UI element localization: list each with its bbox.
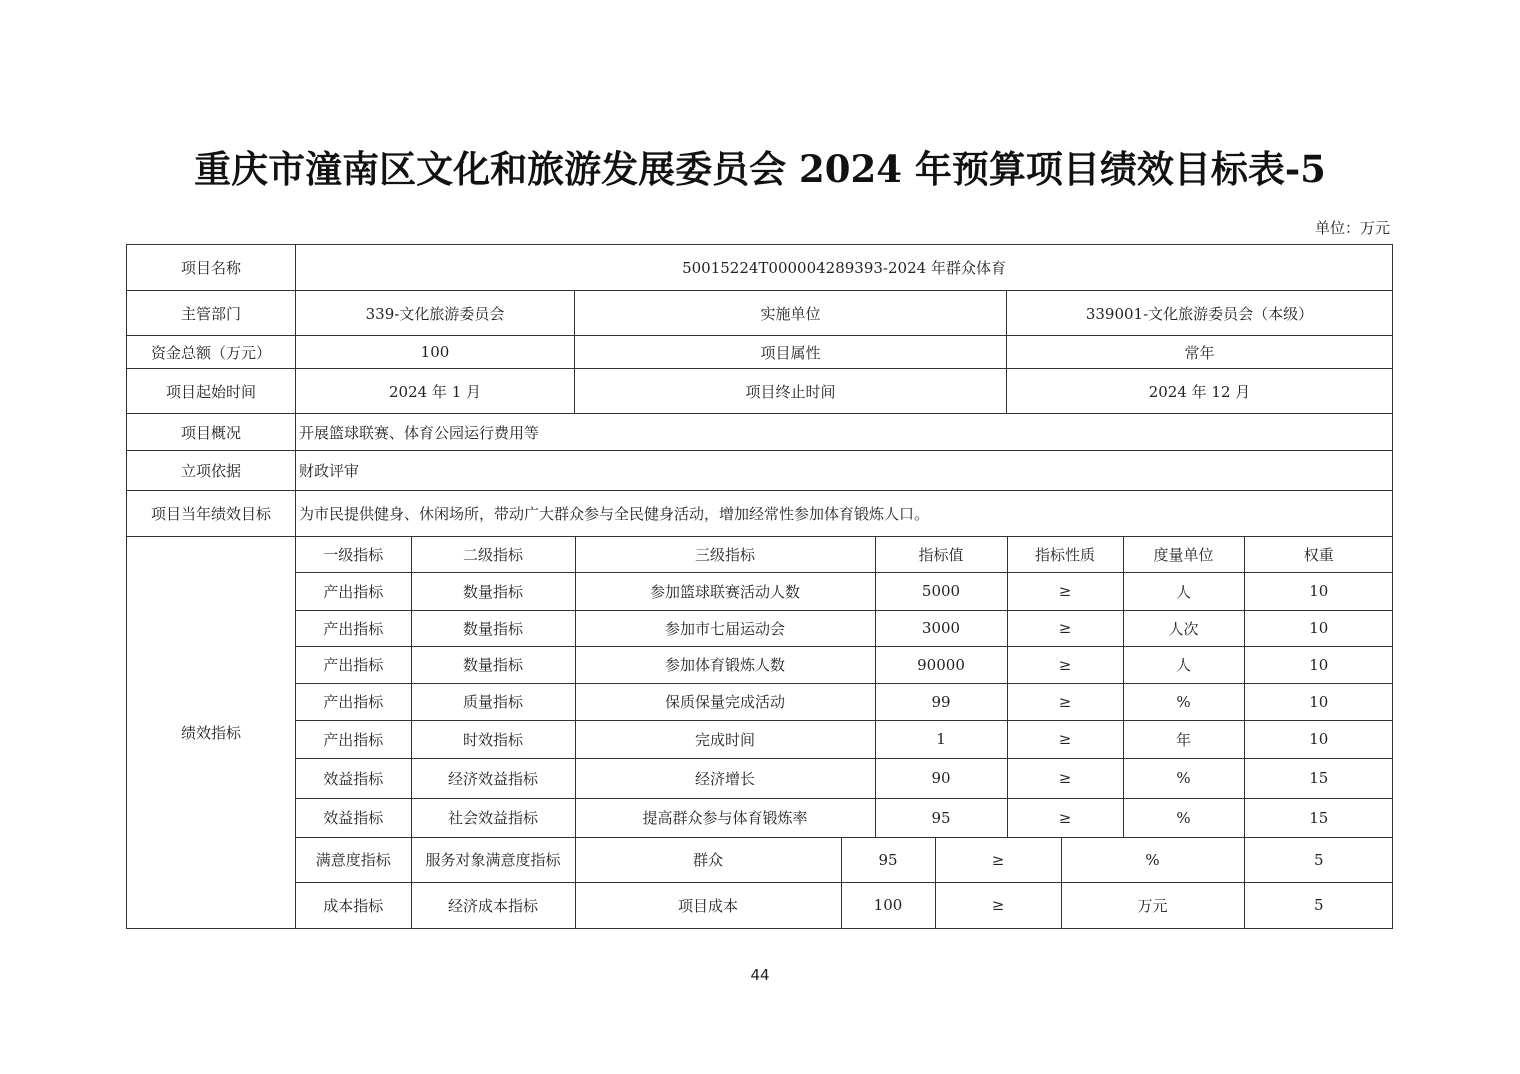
dept-value: 339-文化旅游委员会 xyxy=(296,291,575,336)
row-nature: ≥ xyxy=(1007,758,1123,798)
row-weight: 10 xyxy=(1244,572,1393,610)
row-level1: 产出指标 xyxy=(296,683,411,720)
row-value: 3000 xyxy=(875,610,1007,646)
row-level2: 服务对象满意度指标 xyxy=(411,838,575,883)
goal-value: 为市民提供健身、休闲场所，带动广大群众参与全民健身活动，增加经常性参加体育锻炼人口。 xyxy=(296,491,1393,537)
end-value: 2024 年 12 月 xyxy=(1007,369,1393,414)
performance-table xyxy=(126,244,1393,929)
row-nature: ≥ xyxy=(935,838,1061,883)
project-name-value: 50015224T000004289393-2024 年群众体育 xyxy=(296,245,1393,291)
row-nature: ≥ xyxy=(1007,798,1123,837)
row-weight: 10 xyxy=(1244,610,1393,646)
table-row xyxy=(296,758,1393,798)
page-number: 44 xyxy=(750,966,770,984)
row-weight: 5 xyxy=(1244,838,1393,883)
row-unit: % xyxy=(1061,838,1244,883)
row-weight: 10 xyxy=(1244,646,1393,683)
row-value: 1 xyxy=(875,720,1007,758)
row-level1: 效益指标 xyxy=(296,758,411,798)
table-row xyxy=(296,646,1393,683)
row-level3: 参加市七届运动会 xyxy=(575,610,875,646)
row-unit: % xyxy=(1123,798,1244,837)
row-level3: 参加篮球联赛活动人数 xyxy=(575,572,875,610)
indicators-label: 绩效指标 xyxy=(127,537,296,929)
row-unit: 人 xyxy=(1123,646,1244,683)
project-name-label: 项目名称 xyxy=(127,245,296,291)
row-weight: 5 xyxy=(1313,896,1324,915)
table-row xyxy=(296,610,1393,646)
funds-value: 100 xyxy=(296,336,575,369)
row-weight: 10 xyxy=(1244,720,1393,758)
row-value: 95 xyxy=(875,798,1007,837)
table-row xyxy=(296,838,1393,883)
row-level3: 完成时间 xyxy=(575,720,875,758)
row-value: 99 xyxy=(875,683,1007,720)
row-value: 5000 xyxy=(875,572,1007,610)
row-unit: 年 xyxy=(1123,720,1244,758)
header-level1: 一级指标 xyxy=(296,537,411,572)
row-level3: 提高群众参与体育锻炼率 xyxy=(575,798,875,837)
table-row xyxy=(296,683,1393,720)
row-level1: 产出指标 xyxy=(296,646,411,683)
row-unit: 万元 xyxy=(1061,883,1244,928)
row-level3: 经济增长 xyxy=(575,758,875,798)
row-level1: 效益指标 xyxy=(296,798,411,837)
attr-label: 项目属性 xyxy=(575,336,1007,369)
row-weight: 15 xyxy=(1244,758,1393,798)
row-value: 95 xyxy=(841,838,935,883)
row-level3: 项目成本 xyxy=(575,883,841,928)
row-level2: 质量指标 xyxy=(411,683,575,720)
row-nature: ≥ xyxy=(1007,720,1123,758)
row-level3: 群众 xyxy=(575,838,841,883)
basis-label: 立项依据 xyxy=(127,451,296,491)
header-unit: 度量单位 xyxy=(1123,537,1244,572)
overview-label: 项目概况 xyxy=(127,414,296,451)
start-value: 2024 年 1 月 xyxy=(296,369,575,414)
header-level2: 二级指标 xyxy=(411,537,575,572)
unit-label: 单位：万元 xyxy=(1314,219,1390,237)
indicators-table-upper xyxy=(296,537,1393,838)
indicators-cell xyxy=(296,537,1393,929)
row-unit: 人 xyxy=(1123,572,1244,610)
row-weight: 15 xyxy=(1244,798,1393,837)
row-level1: 产出指标 xyxy=(296,572,411,610)
row-level2: 经济成本指标 xyxy=(411,883,575,928)
row-nature: ≥ xyxy=(1007,646,1123,683)
row-level3: 保质保量完成活动 xyxy=(575,683,875,720)
row-nature: ≥ xyxy=(1007,572,1123,610)
row-level1: 产出指标 xyxy=(296,720,411,758)
header-nature: 指标性质 xyxy=(1007,537,1123,572)
row-level2: 数量指标 xyxy=(411,646,575,683)
header-weight: 权重 xyxy=(1244,537,1393,572)
row-level1: 满意度指标 xyxy=(296,838,411,883)
row-level2: 经济效益指标 xyxy=(411,758,575,798)
row-level2: 数量指标 xyxy=(411,572,575,610)
row-unit: 人次 xyxy=(1123,610,1244,646)
header-level3: 三级指标 xyxy=(575,537,875,572)
row-value: 90 xyxy=(875,758,1007,798)
goal-label: 项目当年绩效目标 xyxy=(127,491,296,537)
impl-value: 339001-文化旅游委员会（本级） xyxy=(1007,291,1393,336)
impl-label: 实施单位 xyxy=(575,291,1007,336)
row-level2: 数量指标 xyxy=(411,610,575,646)
row-nature: ≥ xyxy=(1007,610,1123,646)
funds-label: 资金总额（万元） xyxy=(127,336,296,369)
basis-value: 财政评审 xyxy=(296,451,1393,491)
attr-value: 常年 xyxy=(1007,336,1393,369)
end-label: 项目终止时间 xyxy=(575,369,1007,414)
row-level2: 时效指标 xyxy=(411,720,575,758)
table-row xyxy=(296,720,1393,758)
row-level1: 产出指标 xyxy=(296,610,411,646)
overview-value: 开展篮球联赛、体育公园运行费用等 xyxy=(296,414,1393,451)
indicators-header-row xyxy=(296,537,1393,572)
row-level3: 参加体育锻炼人数 xyxy=(575,646,875,683)
row-nature: ≥ xyxy=(1007,683,1123,720)
row-unit: % xyxy=(1123,758,1244,798)
table-row xyxy=(296,572,1393,610)
dept-label: 主管部门 xyxy=(127,291,296,336)
row-value: 90000 xyxy=(875,646,1007,683)
table-row xyxy=(296,883,1393,928)
page-title: 重庆市潼南区文化和旅游发展委员会 2024 年预算项目绩效目标表-5 xyxy=(194,147,1326,191)
table-row xyxy=(296,798,1393,837)
start-label: 项目起始时间 xyxy=(127,369,296,414)
header-value: 指标值 xyxy=(875,537,1007,572)
indicators-table-lower xyxy=(296,838,1393,928)
row-unit: % xyxy=(1123,683,1244,720)
row-weight: 10 xyxy=(1244,683,1393,720)
row-nature: ≥ xyxy=(935,883,1061,928)
row-level2: 社会效益指标 xyxy=(411,798,575,837)
row-level1: 成本指标 xyxy=(296,883,411,928)
row-value: 100 xyxy=(841,883,935,928)
